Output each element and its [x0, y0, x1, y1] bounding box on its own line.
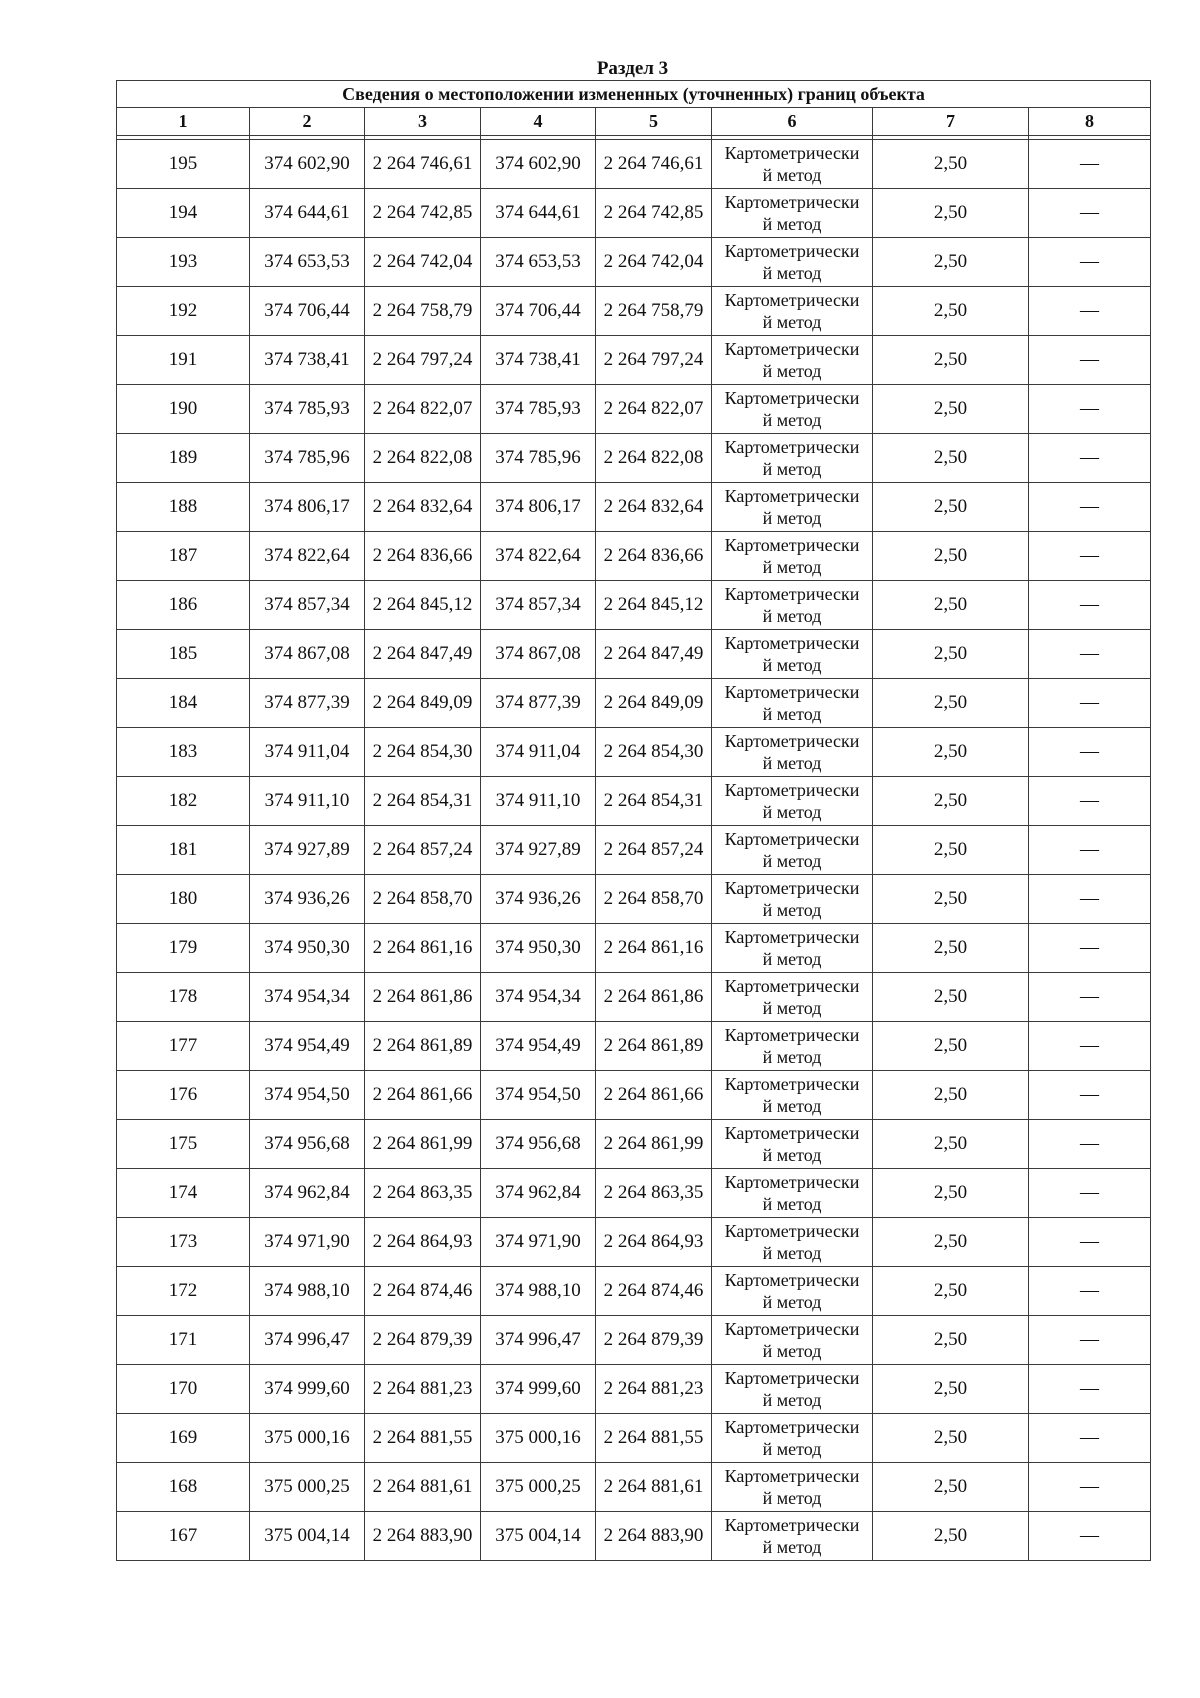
- cell-existing-y: 2 264 861,66: [365, 1071, 481, 1120]
- cell-existing-x: 374 962,84: [250, 1169, 365, 1218]
- cell-description: —: [1029, 581, 1151, 630]
- cell-existing-y: 2 264 854,31: [365, 777, 481, 826]
- cell-method: Картометрически й метод: [712, 1120, 873, 1169]
- table-body: [117, 140, 1151, 1561]
- cell-accuracy: 2,50: [873, 434, 1029, 483]
- cell-new-y: 2 264 858,70: [596, 875, 712, 924]
- cell-existing-y: 2 264 847,49: [365, 630, 481, 679]
- cell-new-x: 374 857,34: [481, 581, 596, 630]
- cell-existing-x: 374 927,89: [250, 826, 365, 875]
- cell-method: Картометрически й метод: [712, 336, 873, 385]
- cell-description: —: [1029, 1365, 1151, 1414]
- cell-existing-y: 2 264 881,23: [365, 1365, 481, 1414]
- cell-method: Картометрически й метод: [712, 973, 873, 1022]
- cell-new-x: 375 000,16: [481, 1414, 596, 1463]
- cell-existing-y: 2 264 858,70: [365, 875, 481, 924]
- cell-accuracy: 2,50: [873, 777, 1029, 826]
- cell-accuracy: 2,50: [873, 1365, 1029, 1414]
- table-row: [117, 1022, 1151, 1071]
- cell-existing-x: 374 822,64: [250, 532, 365, 581]
- cell-existing-y: 2 264 881,55: [365, 1414, 481, 1463]
- table-row: [117, 924, 1151, 973]
- cell-existing-x: 374 988,10: [250, 1267, 365, 1316]
- column-number-row: [117, 108, 1151, 136]
- cell-existing-y: 2 264 845,12: [365, 581, 481, 630]
- cell-existing-x: 374 857,34: [250, 581, 365, 630]
- cell-description: —: [1029, 1316, 1151, 1365]
- cell-existing-y: 2 264 854,30: [365, 728, 481, 777]
- cell-new-x: 374 971,90: [481, 1218, 596, 1267]
- cell-existing-y: 2 264 879,39: [365, 1316, 481, 1365]
- cell-point-number: 188: [117, 483, 250, 532]
- cell-description: —: [1029, 1414, 1151, 1463]
- cell-new-y: 2 264 864,93: [596, 1218, 712, 1267]
- cell-description: —: [1029, 1218, 1151, 1267]
- cell-existing-x: 375 004,14: [250, 1512, 365, 1561]
- cell-new-x: 374 706,44: [481, 287, 596, 336]
- cell-point-number: 169: [117, 1414, 250, 1463]
- cell-new-y: 2 264 883,90: [596, 1512, 712, 1561]
- cell-point-number: 192: [117, 287, 250, 336]
- cell-new-x: 374 927,89: [481, 826, 596, 875]
- cell-new-x: 374 954,50: [481, 1071, 596, 1120]
- table-row: [117, 826, 1151, 875]
- table-row: [117, 1512, 1151, 1561]
- cell-description: —: [1029, 1463, 1151, 1512]
- cell-existing-x: 374 911,10: [250, 777, 365, 826]
- cell-new-y: 2 264 861,16: [596, 924, 712, 973]
- column-number-8: 8: [1029, 108, 1151, 136]
- cell-point-number: 195: [117, 140, 250, 189]
- cell-method: Картометрически й метод: [712, 1463, 873, 1512]
- cell-description: —: [1029, 875, 1151, 924]
- table-row: [117, 973, 1151, 1022]
- cell-new-x: 374 877,39: [481, 679, 596, 728]
- cell-new-x: 375 000,25: [481, 1463, 596, 1512]
- cell-method: Картометрически й метод: [712, 1169, 873, 1218]
- cell-method: Картометрически й метод: [712, 1414, 873, 1463]
- cell-description: —: [1029, 434, 1151, 483]
- cell-existing-y: 2 264 746,61: [365, 140, 481, 189]
- cell-accuracy: 2,50: [873, 1463, 1029, 1512]
- cell-new-x: 374 936,26: [481, 875, 596, 924]
- cell-existing-y: 2 264 861,89: [365, 1022, 481, 1071]
- cell-accuracy: 2,50: [873, 287, 1029, 336]
- cell-point-number: 184: [117, 679, 250, 728]
- cell-new-y: 2 264 832,64: [596, 483, 712, 532]
- cell-point-number: 193: [117, 238, 250, 287]
- cell-existing-x: 374 785,93: [250, 385, 365, 434]
- cell-existing-y: 2 264 742,04: [365, 238, 481, 287]
- cell-accuracy: 2,50: [873, 532, 1029, 581]
- cell-description: —: [1029, 287, 1151, 336]
- cell-existing-y: 2 264 864,93: [365, 1218, 481, 1267]
- cell-existing-x: 374 644,61: [250, 189, 365, 238]
- cell-description: —: [1029, 189, 1151, 238]
- cell-existing-x: 374 706,44: [250, 287, 365, 336]
- cell-existing-x: 374 785,96: [250, 434, 365, 483]
- cell-accuracy: 2,50: [873, 336, 1029, 385]
- cell-new-x: 374 954,49: [481, 1022, 596, 1071]
- cell-existing-x: 374 954,49: [250, 1022, 365, 1071]
- cell-accuracy: 2,50: [873, 1120, 1029, 1169]
- table-row: [117, 679, 1151, 728]
- cell-description: —: [1029, 1022, 1151, 1071]
- cell-accuracy: 2,50: [873, 1071, 1029, 1120]
- cell-new-x: 374 785,96: [481, 434, 596, 483]
- cell-new-x: 374 962,84: [481, 1169, 596, 1218]
- cell-new-y: 2 264 854,31: [596, 777, 712, 826]
- cell-existing-y: 2 264 758,79: [365, 287, 481, 336]
- cell-new-y: 2 264 881,55: [596, 1414, 712, 1463]
- cell-method: Картометрически й метод: [712, 140, 873, 189]
- cell-accuracy: 2,50: [873, 630, 1029, 679]
- cell-existing-y: 2 264 861,99: [365, 1120, 481, 1169]
- cell-new-x: 375 004,14: [481, 1512, 596, 1561]
- cell-existing-x: 374 738,41: [250, 336, 365, 385]
- cell-accuracy: 2,50: [873, 140, 1029, 189]
- table-row: [117, 1414, 1151, 1463]
- cell-new-y: 2 264 742,04: [596, 238, 712, 287]
- cell-new-y: 2 264 861,89: [596, 1022, 712, 1071]
- column-number-7: 7: [873, 108, 1029, 136]
- table-row: [117, 1071, 1151, 1120]
- cell-existing-x: 374 950,30: [250, 924, 365, 973]
- cell-new-x: 374 822,64: [481, 532, 596, 581]
- table-row: [117, 1463, 1151, 1512]
- cell-point-number: 187: [117, 532, 250, 581]
- cell-existing-x: 374 867,08: [250, 630, 365, 679]
- cell-new-y: 2 264 879,39: [596, 1316, 712, 1365]
- cell-existing-y: 2 264 874,46: [365, 1267, 481, 1316]
- cell-description: —: [1029, 385, 1151, 434]
- cell-method: Картометрически й метод: [712, 826, 873, 875]
- cell-new-y: 2 264 822,08: [596, 434, 712, 483]
- cell-method: Картометрически й метод: [712, 189, 873, 238]
- table-row: [117, 189, 1151, 238]
- cell-new-x: 374 911,10: [481, 777, 596, 826]
- cell-point-number: 191: [117, 336, 250, 385]
- cell-method: Картометрически й метод: [712, 532, 873, 581]
- cell-accuracy: 2,50: [873, 679, 1029, 728]
- cell-new-x: 374 988,10: [481, 1267, 596, 1316]
- cell-method: Картометрически й метод: [712, 1218, 873, 1267]
- cell-method: Картометрически й метод: [712, 679, 873, 728]
- table-row: [117, 1120, 1151, 1169]
- column-number-2: 2: [250, 108, 365, 136]
- cell-description: —: [1029, 728, 1151, 777]
- cell-point-number: 181: [117, 826, 250, 875]
- table-row: [117, 728, 1151, 777]
- cell-new-y: 2 264 861,99: [596, 1120, 712, 1169]
- table-row: [117, 777, 1151, 826]
- column-number-4: 4: [481, 108, 596, 136]
- cell-new-y: 2 264 881,23: [596, 1365, 712, 1414]
- cell-existing-y: 2 264 861,86: [365, 973, 481, 1022]
- cell-new-y: 2 264 874,46: [596, 1267, 712, 1316]
- cell-new-y: 2 264 861,86: [596, 973, 712, 1022]
- cell-new-y: 2 264 822,07: [596, 385, 712, 434]
- cell-description: —: [1029, 1120, 1151, 1169]
- cell-existing-x: 374 999,60: [250, 1365, 365, 1414]
- cell-accuracy: 2,50: [873, 1218, 1029, 1267]
- cell-point-number: 183: [117, 728, 250, 777]
- cell-point-number: 182: [117, 777, 250, 826]
- cell-existing-x: 374 956,68: [250, 1120, 365, 1169]
- cell-new-y: 2 264 847,49: [596, 630, 712, 679]
- table-row: [117, 287, 1151, 336]
- cell-description: —: [1029, 924, 1151, 973]
- cell-description: —: [1029, 238, 1151, 287]
- cell-method: Картометрически й метод: [712, 924, 873, 973]
- cell-new-x: 374 738,41: [481, 336, 596, 385]
- cell-method: Картометрически й метод: [712, 777, 873, 826]
- cell-description: —: [1029, 1267, 1151, 1316]
- cell-existing-y: 2 264 861,16: [365, 924, 481, 973]
- cell-point-number: 179: [117, 924, 250, 973]
- cell-accuracy: 2,50: [873, 973, 1029, 1022]
- cell-description: —: [1029, 630, 1151, 679]
- cell-existing-y: 2 264 822,07: [365, 385, 481, 434]
- cell-point-number: 180: [117, 875, 250, 924]
- cell-new-y: 2 264 849,09: [596, 679, 712, 728]
- cell-point-number: 177: [117, 1022, 250, 1071]
- cell-point-number: 171: [117, 1316, 250, 1365]
- cell-accuracy: 2,50: [873, 875, 1029, 924]
- cell-point-number: 194: [117, 189, 250, 238]
- cell-existing-x: 374 653,53: [250, 238, 365, 287]
- table-row: [117, 875, 1151, 924]
- cell-description: —: [1029, 777, 1151, 826]
- cell-description: —: [1029, 1169, 1151, 1218]
- cell-point-number: 173: [117, 1218, 250, 1267]
- cell-accuracy: 2,50: [873, 1169, 1029, 1218]
- cell-existing-y: 2 264 883,90: [365, 1512, 481, 1561]
- cell-existing-x: 375 000,25: [250, 1463, 365, 1512]
- cell-existing-y: 2 264 863,35: [365, 1169, 481, 1218]
- cell-method: Картометрически й метод: [712, 287, 873, 336]
- cell-new-x: 374 911,04: [481, 728, 596, 777]
- cell-method: Картометрически й метод: [712, 385, 873, 434]
- cell-existing-x: 374 806,17: [250, 483, 365, 532]
- cell-existing-x: 374 996,47: [250, 1316, 365, 1365]
- cell-new-y: 2 264 861,66: [596, 1071, 712, 1120]
- cell-method: Картометрически й метод: [712, 434, 873, 483]
- column-number-3: 3: [365, 108, 481, 136]
- cell-description: —: [1029, 679, 1151, 728]
- cell-description: —: [1029, 336, 1151, 385]
- cell-point-number: 190: [117, 385, 250, 434]
- table-row: [117, 1169, 1151, 1218]
- column-number-6: 6: [712, 108, 873, 136]
- cell-accuracy: 2,50: [873, 826, 1029, 875]
- table-row: [117, 1218, 1151, 1267]
- cell-method: Картометрически й метод: [712, 238, 873, 287]
- cell-point-number: 168: [117, 1463, 250, 1512]
- cell-existing-x: 374 602,90: [250, 140, 365, 189]
- table-row: [117, 1267, 1151, 1316]
- cell-point-number: 170: [117, 1365, 250, 1414]
- cell-existing-y: 2 264 742,85: [365, 189, 481, 238]
- table-row: [117, 483, 1151, 532]
- cell-method: Картометрически й метод: [712, 728, 873, 777]
- cell-description: —: [1029, 483, 1151, 532]
- cell-new-x: 374 644,61: [481, 189, 596, 238]
- cell-existing-x: 374 877,39: [250, 679, 365, 728]
- table-row: [117, 630, 1151, 679]
- cell-new-y: 2 264 881,61: [596, 1463, 712, 1512]
- cell-method: Картометрически й метод: [712, 1267, 873, 1316]
- cell-new-y: 2 264 742,85: [596, 189, 712, 238]
- cell-method: Картометрически й метод: [712, 483, 873, 532]
- cell-new-x: 374 954,34: [481, 973, 596, 1022]
- table-row: [117, 434, 1151, 483]
- cell-existing-y: 2 264 881,61: [365, 1463, 481, 1512]
- cell-existing-x: 374 911,04: [250, 728, 365, 777]
- table-row: [117, 140, 1151, 189]
- cell-point-number: 189: [117, 434, 250, 483]
- cell-existing-x: 375 000,16: [250, 1414, 365, 1463]
- cell-accuracy: 2,50: [873, 189, 1029, 238]
- cell-existing-y: 2 264 836,66: [365, 532, 481, 581]
- cell-accuracy: 2,50: [873, 924, 1029, 973]
- cell-point-number: 172: [117, 1267, 250, 1316]
- cell-point-number: 176: [117, 1071, 250, 1120]
- cell-method: Картометрически й метод: [712, 1316, 873, 1365]
- cell-accuracy: 2,50: [873, 728, 1029, 777]
- cell-description: —: [1029, 140, 1151, 189]
- cell-method: Картометрически й метод: [712, 875, 873, 924]
- cell-accuracy: 2,50: [873, 238, 1029, 287]
- cell-existing-x: 374 954,34: [250, 973, 365, 1022]
- cell-new-x: 374 602,90: [481, 140, 596, 189]
- table-row: [117, 532, 1151, 581]
- cell-new-x: 374 950,30: [481, 924, 596, 973]
- cell-new-x: 374 956,68: [481, 1120, 596, 1169]
- cell-accuracy: 2,50: [873, 1512, 1029, 1561]
- cell-new-y: 2 264 845,12: [596, 581, 712, 630]
- cell-new-x: 374 996,47: [481, 1316, 596, 1365]
- cell-existing-y: 2 264 797,24: [365, 336, 481, 385]
- cell-existing-x: 374 936,26: [250, 875, 365, 924]
- cell-new-x: 374 806,17: [481, 483, 596, 532]
- cell-description: —: [1029, 826, 1151, 875]
- table-row: [117, 238, 1151, 287]
- cell-new-x: 374 999,60: [481, 1365, 596, 1414]
- cell-method: Картометрически й метод: [712, 1071, 873, 1120]
- column-number-1: 1: [117, 108, 250, 136]
- table-row: [117, 1365, 1151, 1414]
- cell-point-number: 167: [117, 1512, 250, 1561]
- cell-description: —: [1029, 1512, 1151, 1561]
- cell-point-number: 174: [117, 1169, 250, 1218]
- cell-point-number: 185: [117, 630, 250, 679]
- cell-description: —: [1029, 973, 1151, 1022]
- cell-accuracy: 2,50: [873, 1414, 1029, 1463]
- cell-point-number: 178: [117, 973, 250, 1022]
- cell-method: Картометрически й метод: [712, 581, 873, 630]
- cell-method: Картометрически й метод: [712, 1512, 873, 1561]
- table-row: [117, 1316, 1151, 1365]
- table-caption: Сведения о местоположении измененных (уточненных) границ объекта: [117, 81, 1151, 108]
- section-title: Раздел 3: [596, 58, 669, 79]
- cell-new-y: 2 264 746,61: [596, 140, 712, 189]
- cell-new-y: 2 264 836,66: [596, 532, 712, 581]
- cell-existing-y: 2 264 832,64: [365, 483, 481, 532]
- cell-accuracy: 2,50: [873, 1267, 1029, 1316]
- cell-existing-x: 374 954,50: [250, 1071, 365, 1120]
- cell-new-y: 2 264 863,35: [596, 1169, 712, 1218]
- cell-existing-y: 2 264 857,24: [365, 826, 481, 875]
- cell-point-number: 186: [117, 581, 250, 630]
- cell-accuracy: 2,50: [873, 581, 1029, 630]
- cell-description: —: [1029, 1071, 1151, 1120]
- table-row: [117, 385, 1151, 434]
- cell-new-x: 374 785,93: [481, 385, 596, 434]
- cell-new-y: 2 264 857,24: [596, 826, 712, 875]
- cell-accuracy: 2,50: [873, 1022, 1029, 1071]
- cell-new-y: 2 264 854,30: [596, 728, 712, 777]
- cell-existing-y: 2 264 822,08: [365, 434, 481, 483]
- cell-new-y: 2 264 758,79: [596, 287, 712, 336]
- cell-accuracy: 2,50: [873, 385, 1029, 434]
- table-row: [117, 581, 1151, 630]
- cell-method: Картометрически й метод: [712, 1022, 873, 1071]
- column-number-5: 5: [596, 108, 712, 136]
- cell-description: —: [1029, 532, 1151, 581]
- cell-new-x: 374 867,08: [481, 630, 596, 679]
- cell-method: Картометрически й метод: [712, 1365, 873, 1414]
- cell-accuracy: 2,50: [873, 483, 1029, 532]
- table-row: [117, 336, 1151, 385]
- cell-existing-x: 374 971,90: [250, 1218, 365, 1267]
- cell-existing-y: 2 264 849,09: [365, 679, 481, 728]
- cell-new-x: 374 653,53: [481, 238, 596, 287]
- coordinates-table: [116, 80, 1151, 1561]
- cell-new-y: 2 264 797,24: [596, 336, 712, 385]
- cell-accuracy: 2,50: [873, 1316, 1029, 1365]
- cell-point-number: 175: [117, 1120, 250, 1169]
- cell-method: Картометрически й метод: [712, 630, 873, 679]
